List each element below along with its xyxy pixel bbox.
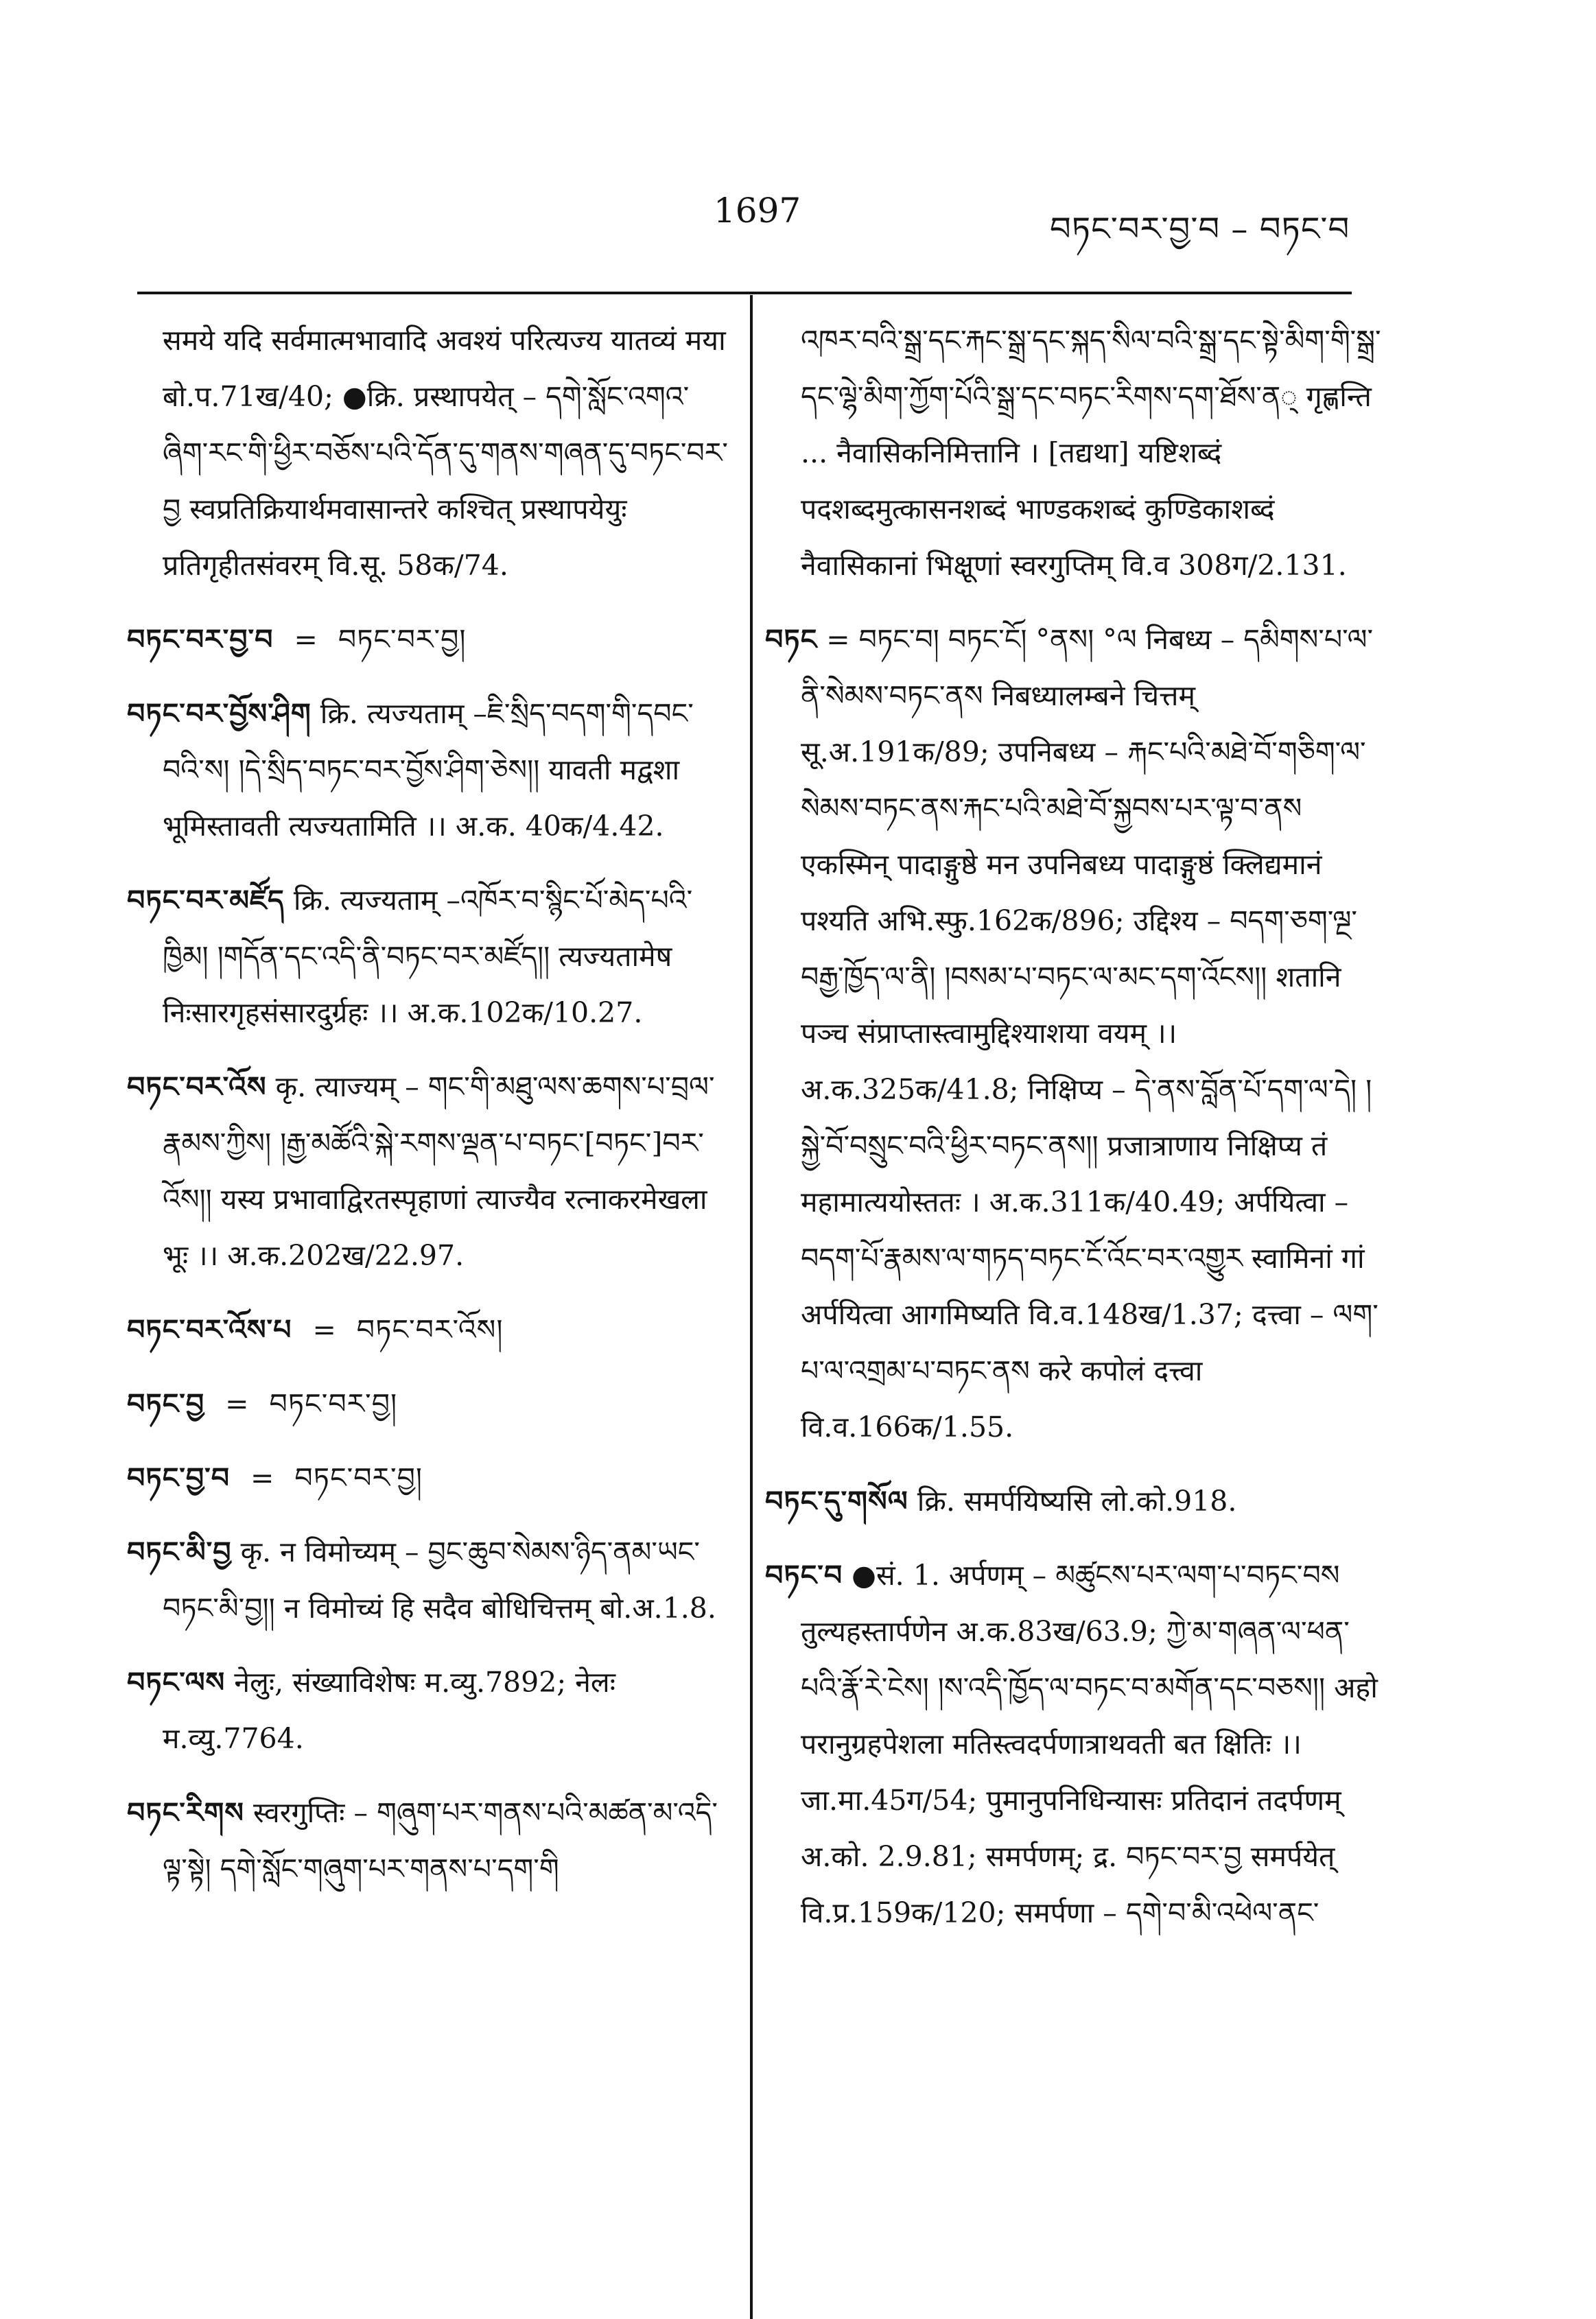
dictionary-entry bbox=[127, 685, 731, 854]
headword: བཏང་བར་མཛོད bbox=[127, 884, 285, 917]
headword: བཏང bbox=[765, 623, 818, 656]
dictionary-entry bbox=[765, 611, 1383, 1455]
cross-reference: བཏང་བར་འོས། bbox=[356, 1313, 504, 1346]
dictionary-entry bbox=[127, 1059, 731, 1284]
headword: བཏང་བར་འོས bbox=[127, 1070, 267, 1103]
headword: བཏང་བྱ bbox=[127, 1387, 205, 1420]
definition: ●सं. 1. अर्पणम् – མཚུངས་པར་ལག་པ་བཏང་བས तुल्यहस्तार्पणेन अ.क.83ख/63.9; ཀྱེ་མ་གཞན་ལ་ཕན་པའི་རྣོ་རེ་ངེས། །ས་འདི་ཁྱོད་ལ་བཏང་བ་མགོན་དང་བཅས།། अहो परानुग्रहपेशला मतिस्त्वदर्पणात्राथवती बत क्षितिः ।। जा.मा.45ग/54; पुमानुपनिधिन्यासः प्रतिदानं तदर्पणम् अ.को. 2.9.81; समर्पणम्; द्र. བཏང་བར་བྱ समर्पयेत् वि.प्र.159क/120; समर्पणा – དགེ་བ་མི་འཕེལ་ནང་ bbox=[801, 1559, 1378, 1929]
continued-text: समये यदि सर्वमात्मभावादि अवश्यं परित्यज्य यातव्यं मया बो.प.71ख/40; ●क्रि. प्रस्थापयेत् – དགེ་སློང་འགའ་ཞིག་རང་གི་ཕྱིར་བཅོས་པའི་དོན་དུ་གནས་གཞན་དུ་བཏང་བར་བྱ स्वप्रतिक्रियार्थमवासान्तरे कश्चित् प्रस्थापयेयुः प्रतिगृहीतसंवरम् वि.सू. 58क/74. bbox=[163, 324, 728, 582]
dictionary-entry bbox=[127, 1524, 731, 1636]
equals-sign: = bbox=[225, 1387, 249, 1420]
equals-sign: = bbox=[294, 623, 318, 656]
definition: कृ. न विमोच्यम् – བྱང་ཆུབ་སེམས་ཉིད་ནམ་ཡང་བཏང་མི་བྱ།། न विमोच्यं हि सदैव बोधिचित्तम् बो.अ.1.8. bbox=[163, 1535, 716, 1625]
equals-sign: = bbox=[250, 1461, 274, 1494]
definition: स्वरगुप्तिः – གཞུག་པར་གནས་པའི་མཚན་མ་འདི་ལྟ་སྟེ། དགེ་སློང་གཞུག་པར་གནས་པ་དག་གི bbox=[163, 1796, 718, 1885]
column-divider bbox=[750, 295, 753, 2319]
definition: कृ. त्याज्यम् – གང་གི་མཐུ་ལས་ཆགས་པ་བྲལ་རྣམས་ཀྱིས། །རྒྱ་མཚོའི་སྐེ་རགས་ལྡན་པ་བཏང་[བཏང་]བར་འོས།། यस्य प्रभावाद्विरतस्पृहाणां त्याज्यैव रत्नाकरमेखला भूः ।। अ.क.202ख/22.97. bbox=[163, 1070, 715, 1272]
left-column bbox=[127, 312, 731, 1915]
headword: བཏང་བ bbox=[765, 1559, 843, 1592]
headword: བཏང་བར་བྱ་བ bbox=[127, 623, 274, 656]
headword: བཏང་རིགས bbox=[127, 1796, 244, 1829]
cross-reference: བཏང་བར་བྱ། bbox=[294, 1461, 423, 1494]
cross-reference-entry bbox=[127, 1376, 731, 1432]
definition: = བཏང་བ། བཏང་ངོ། °ནས། °ལ निबध्य – དམིགས་པ་ལ་ནི་སེམས་བཏང་ནས निबध्यालम्बने चित्तम् सू.अ.191क/89; उपनिबध्य – རྐང་པའི་མཐེ་བོ་གཅིག་ལ་སེམས་བཏང་ནས་རྐང་པའི་མཐེ་བོ་སྐྱབས་པར་ལྟ་བ་ནས एकस्मिन् पादाङ्गुष्ठे मन उपनिबध्य पादाङ्गुष्ठं क्लिद्यमानं पश्यति अभि.स्फु.162क/896; उद्दिश्य – བདག་ཅག་ལྔ་བརྒྱ་ཁྱོད་ལ་ནི། །བསམ་པ་བཏང་ལ་མང་དག་འོངས།། शतानि पञ्च संप्राप्तास्त्वामुद्दिश्याशया वयम् ।। अ.क.325क/41.8; निक्षिप्य – དེ་ནས་བློན་པོ་དག་ལ་དེ། །སྐྱེ་བོ་བསྲུང་བའི་ཕྱིར་བཏང་ནས།། प्रजात्राणाय निक्षिप्य तं महामात्ययोस्ततः । अ.क.311क/40.49; अर्पयित्वा – བདག་པོ་རྣམས་ལ་གཏད་བཏང་ངོ་འོང་བར་འགྱུར स्वामिनां गां अर्पयित्वा आगमिष्यति वि.व.148ख/1.37; दत्त्वा – ལག་པ་ལ་འགྲམ་པ་བཏང་ནས करे कपोलं दत्त्वा वि.व.166क/1.55. bbox=[801, 623, 1378, 1444]
page-number: 1697 bbox=[714, 191, 801, 231]
headword: བཏང་ལས bbox=[127, 1666, 226, 1699]
headword: བཏང་མི་བྱ bbox=[127, 1535, 232, 1568]
equals-sign: = bbox=[312, 1313, 336, 1346]
dictionary-entry bbox=[765, 1473, 1383, 1529]
dictionary-entry bbox=[127, 1654, 731, 1767]
definition: क्रि. समर्पयिष्यसि लो.को.918. bbox=[917, 1485, 1237, 1518]
cross-reference: བཏང་བར་བྱ། bbox=[338, 623, 467, 656]
definition: क्रि. त्यज्यताम् –འཁོར་བ་སྙིང་པོ་མེད་པའི་ཁྱིམ། །གདོན་དང་འདི་ནི་བཏང་བར་མཛོད།། त्यज्यतामेष निःसारगृहसंसारदुर्ग्रहः ।। अ.क.102क/10.27. bbox=[163, 884, 693, 1029]
dictionary-entry bbox=[765, 1547, 1383, 1941]
dictionary-entry bbox=[127, 872, 731, 1041]
continued-text: འཁར་བའི་སྒྲ་དང་རྐང་སྒྲ་དང་སྐད་སིལ་བའི་སྒྲ་དང་སྟེ་མིག་གི་སྒྲ་དང་ལྷེ་མིག་ཀྱོག་པོའི་སྒྲ་དང་བཏང་རིགས་དག་ཐོས་ན् गृह्णन्ति ... नैवासिकनिमित्तानि । [तद्यथा] यष्टिशब्दं पदशब्दमुत्कासनशब्दं भाण्डकशब्दं कुण्डिकाशब्दं नैवासिकानां भिक्षूणां स्वरगुप्तिम् वि.व 308ग/2.131. bbox=[801, 324, 1381, 582]
definition: क्रि. त्यज्यताम् –ཇི་སྲིད་བདག་གི་དབང་བའི་ས། །དེ་སྲིད་བཏང་བར་བྱོས་ཤིག་ཅེས།། यावती मद्वशा भूमिस्तावती त्यज्यतामिति ।। अ.क. 40क/4.42. bbox=[163, 697, 694, 843]
cross-reference-entry bbox=[127, 611, 731, 668]
headword: བཏང་དུ་གསོལ bbox=[765, 1485, 908, 1518]
headword: བཏང་བར་བྱོས་ཤིག bbox=[127, 697, 312, 730]
definition: नेलुः, संख्याविशेषः म.व्यु.7892; नेलः म.व्यु.7764. bbox=[163, 1666, 615, 1755]
headword: བཏང་བྱ་བ bbox=[127, 1461, 231, 1494]
cross-reference-entry bbox=[127, 1450, 731, 1506]
headword: བཏང་བར་འོས་པ bbox=[127, 1313, 292, 1346]
right-column bbox=[765, 312, 1383, 1959]
running-head: བཏང་བར་བྱ་བ – བཏང་བ bbox=[1050, 210, 1350, 248]
header-rule bbox=[137, 292, 1352, 294]
dictionary-entry bbox=[127, 1785, 731, 1897]
cross-reference-entry bbox=[127, 1302, 731, 1358]
cross-reference: བཏང་བར་བྱ། bbox=[269, 1387, 398, 1420]
